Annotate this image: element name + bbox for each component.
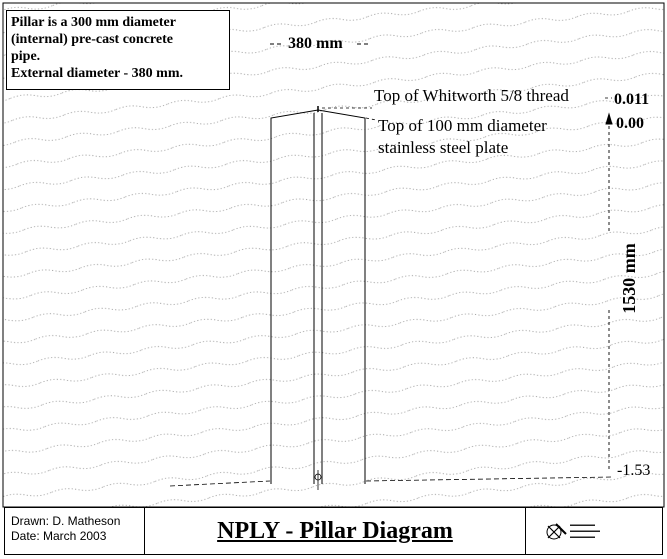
drawn-by: Drawn: D. Matheson	[11, 514, 121, 528]
plate-label-line2: stainless steel plate	[378, 138, 509, 157]
drawing-credits	[5, 508, 145, 554]
level-top-label: 0.011	[614, 91, 650, 108]
pillar-note-box	[6, 10, 230, 90]
logo-text-lines: ▬▬▬▬▬ ▬▬▬▬▬▬ ▬▬▬▬▬	[570, 522, 600, 540]
drawing-title	[145, 508, 525, 554]
note-line: Pillar is a 300 mm diameter	[11, 15, 176, 30]
drawing-title-text: NPLY - Pillar Diagram	[217, 518, 453, 544]
level-zero-label: 0.00	[616, 115, 644, 132]
note-line: pipe.	[11, 49, 41, 64]
title-block	[4, 507, 663, 555]
height-label: 1530 mm	[618, 243, 639, 314]
note-line: (internal) pre-cast concrete	[11, 32, 173, 47]
note-line: External diameter - 380 mm.	[11, 66, 183, 81]
drawn-date: Date: March 2003	[11, 529, 107, 543]
thread-label: Top of Whitworth 5/8 thread	[374, 86, 569, 105]
logo-area	[525, 508, 663, 554]
width-label: 380 mm	[288, 35, 343, 52]
plate-label-line1: Top of 100 mm diameter	[378, 116, 547, 135]
level-bottom-label: -1.53	[617, 462, 651, 479]
